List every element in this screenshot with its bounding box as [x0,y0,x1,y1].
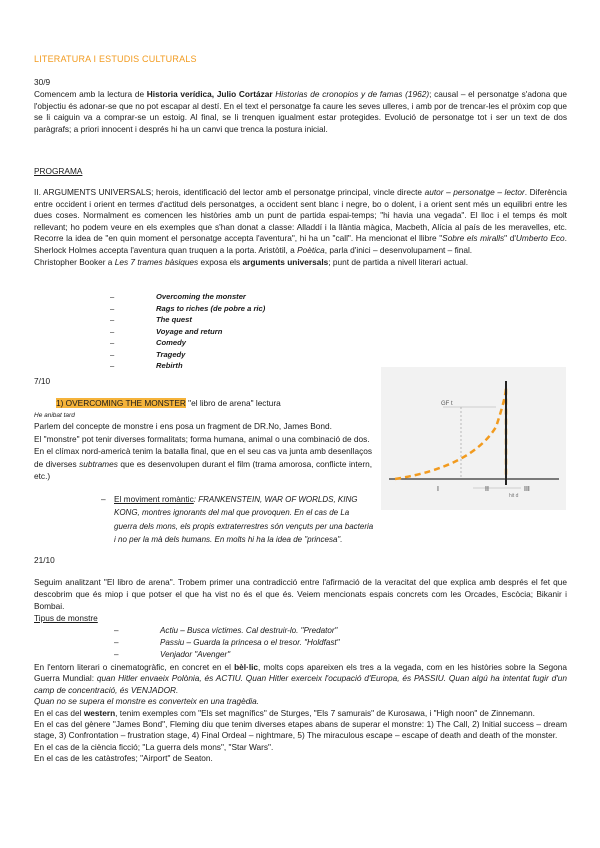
list-item: – Voyage and return [110,326,223,336]
section-heading-overcoming: 1) OVERCOMING THE MONSTER "el libro de arena" lectura [56,398,281,408]
paragraph-monster: Parlem del concepte de monstre i ens posa un fragment de DR.No, James Bond. El "monstre" pot tenir diverses formalitats; forma humana, animal o una combinació de dos. En el clímax nord-americà tenim la batalla final, que en el seu cas va junta amb desenllaços de diverses subtrames que es desenvolupen durant el film (trama amorosa, conflicte intern, etc.) [34,421,373,482]
list-item: – Overcoming the monster [110,292,246,301]
paragraph-libro-arena: Seguim analitzant "El libro de arena". Trobem primer una contradicció entre l'afirmació de la veracitat del que explica amb després el fet que descobrim que és miop i que potser el que ha vist no és el que és. Veiem mencionats espais concrets com les Orcades, Escòcia; Bikanir i Bombai. [34,577,567,612]
list-item: – Actiu – Busca víctimes. Cal destruir-lo. "Predator" [114,626,338,635]
programa-heading: PROGRAMA [34,166,83,176]
tipus-monstre-heading: Tipus de monstre [34,613,98,623]
plots-list [110,291,265,372]
monster-types-list [114,625,340,660]
list-item: – Tragedy [110,349,186,359]
plot-arc-svg [381,367,566,510]
tick-label: I [437,486,439,493]
list-item: – Rebirth [110,361,183,370]
document-title: LITERATURA I ESTUDIS CULTURALS [34,54,197,64]
paragraph-monster-types: En l'entorn literari o cinematogràfic, en concret en el bèl·lic, molts cops apareixen els tres a la vegada, com en les històries sobre la Segona Guerra Mundial: quan Hitler envaeix Polònia, és ACTIU. Quan Hitler exerceix l'ocupació d'Europa, és PASSIU. Quan algú ha intentat fugir d'un camp de concentració, és VENJADOR. Quan no se supera el monstre es converteix en una tragèdia. En el cas del western, tenim exemples com "Els set magnífics" de Sturges, "Els 7 samurais" de Kurosawa, i "High noon" de Zinnemann. En el cas del gènere "James Bond", Fleming diu que tenim diverses etapes abans de superar el monstre: 1) The Call, 2) Initial success – dream stage, 3) Confrontation – frustration stage, 4) Final Ordeal – nightmare, 5) The miraculous escape – escape of death and death of the monster. En el cas de la ciència ficció; "La guerra dels mons", "Star Wars". En el cas de les catàstrofes; "Airport" de Seaton. [34,662,567,764]
date-21-10: 21/10 [34,555,55,565]
tick-label: III [524,486,530,493]
chart-label-top: GF t [441,401,453,407]
late-note: He anibat tard [34,412,75,419]
chart-label-bottom: hit d [509,493,519,499]
list-item: – Passiu – Guarda la princesa o el tresor. "Holdfast" [114,637,340,647]
romantic-bullet: – El moviment romàntic: FRANKENSTEIN, WAR OF WORLDS, KING KONG, montres ignorants del mal que provoquen. En el cas de La guerra dels mons, els propis extraterrestres són vençuts per una bacteria i no per la mà dels humans. En molts hi ha la idea de "princesa". [101,494,374,545]
date-30-9: 30/9 [34,77,51,87]
plot-arc-figure [381,367,566,510]
paragraph-cortazar: Comencem amb la lectura de Historia verídica, Julio Cortázar Historias de cronopios y de famas (1962); causal – el personatge s'adona que l'objectiu és adonar-se que no pot escapar al destí. En el text el personatge fa caure les seves ulleres, i amb por de trencar-les el pròxim cop que se li caiguin va a comprar-se un estoig. Al final, se li trenquen igualment estar protegides. Evolució de personatge tot i ser un text de dos paràgrafs; a priori innocent i després hi ha un canvi que trenca la postura inicial. [34,89,567,134]
list-item: – Venjador "Avenger" [114,649,231,659]
paragraph-arguments: II. ARGUMENTS UNIVERSALS; herois, identificació del lector amb el personatge principal, vincle directe autor – personatge – lector. Diferència entre occident i orient en termes d'actitud dels personatges, a occident sent blanc i negre, bo o dolent, i a orient sent més un equilibri entre les dues coses. Normalment es comencen les històries amb un punt de partida espai-temps; "hi havia una vegada". El lloc i el temps és molt rellevant; ho podem veure en els exemples que s'han donat a classe: Alladdí i la llàntia màgica, Macbeth, Alícia al país de les meravelles, etc. Recorre la idea de "en quin moment el personatge accepta l'aventura", hi ha un "call". Ha mencionat el llibre "Sobre els miralls" d'Umberto Eco. Sherlock Holmes accepta l'aventura quan truquen a la porta. Aristòtil, a Poètica, parla d'inici – desenvolupament – final. Christopher Booker a Les 7 trames bàsiques exposa els arguments universals; punt de partida a nivell literari actual. [34,187,567,267]
list-item: – The quest [110,315,192,324]
list-item: – Comedy [110,338,186,347]
list-item: – Rags to riches (de pobre a ric) [110,303,266,313]
tick-label: II [485,486,489,493]
date-7-10: 7/10 [34,376,51,386]
